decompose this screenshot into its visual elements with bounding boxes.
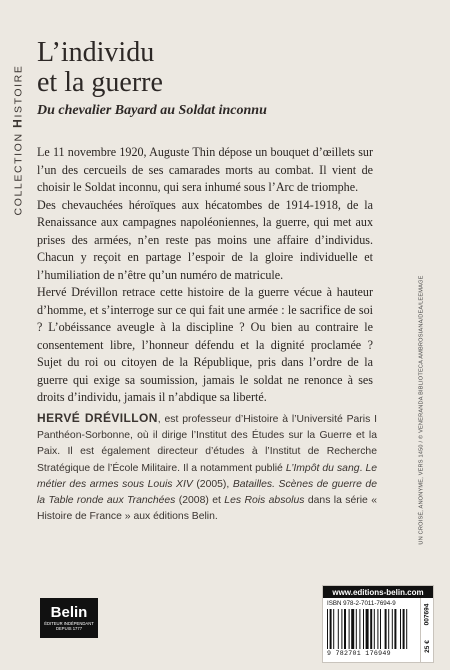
cover-credit — [412, 240, 432, 580]
collection-prefix: COLLECTION — [12, 132, 24, 216]
isbn-number: ISBN 978-2-7011-7694-9 — [327, 600, 396, 607]
book-subtitle: Du chevalier Bayard au Soldat inconnu — [37, 103, 267, 118]
barcode-icon — [327, 609, 413, 649]
publisher-website: www.editions-belin.com — [323, 586, 433, 598]
author-bio-text: . — [359, 462, 366, 474]
author-bio-text: (2005), — [192, 478, 233, 490]
author-bio-text: (2008) et — [175, 495, 225, 507]
publisher-logo — [40, 598, 98, 638]
book-title — [37, 38, 163, 98]
book-reference: Batailles. Scènes de guerre de la Table ronde aux Tranchées — [37, 478, 377, 507]
book-reference: L’Impôt du sang — [285, 462, 360, 474]
cover-credit-text: UN CROISÉ, ANONYME, VERS 1450 / © VENERANDA BIBLIOTECA AMBROSIANA/DEA/LEEMAGE — [419, 275, 426, 545]
book-reference: Le métier des armes sous Louis XIV — [37, 462, 377, 490]
publisher-tagline: ÉDITEUR INDÉPENDANT — [44, 621, 94, 626]
price: 25 € — [423, 639, 431, 653]
blurb — [37, 144, 373, 407]
barcode-panel — [322, 585, 434, 663]
author-name: HERVÉ DRÉVILLON — [37, 411, 158, 425]
author-bio-text: , est professeur d’Histoire à l’Université Paris I Panthéon-Sorbonne, où il dirige l’Institut des Études sur la Guerre et la Paix. Il est également directeur d’études à l’Institut de Recherche Stratégique de l’École Militaire. Il a notamment publié — [37, 414, 377, 474]
blurb-paragraph: Des chevauchées héroïques aux hécatombes de 1914-1918, de la Renaissance aux campagnes napoléoniennes, la guerre, qui met aux prises des armées, n’en reste pas moins une affaire d’individus. Chacun y reçoit en partage l’espoir de la gloire individuelle et l’humiliation de n’être qu’un numéro de matricule. — [37, 197, 373, 282]
side-codes — [420, 598, 433, 662]
title-line-1: L’individu — [37, 37, 155, 68]
ean-number: 9 782701 176949 — [327, 650, 391, 657]
blurb-paragraph: Le 11 novembre 1920, Auguste Thin dépose un bouquet d’œillets sur l’un des cercueils de ses camarades morts au combat. Il vient de choisir le Soldat inconnu, qui sera inhumé sous l’Arc de triomphe. — [37, 145, 373, 194]
blurb-paragraph: Hervé Drévillon retrace cette histoire de la guerre vécue à hauteur d’homme, et s’interroge sur ce qui fait une armée : le sacrifice de soi ? L’obéissance aveugle à la discipline ? Ou bien au contraire le consentement libre, l’honneur défendu et la dignité proclamée ? Sujet du roi ou citoyen de la République, pris dans l’ordre de la guerre qui exige sa soumission, jamais le soldat ne renonce à ses droits d’individu, jamais il n’abdique sa liberté. — [37, 285, 373, 404]
title-line-2: et la guerre — [37, 67, 163, 98]
publisher-since: DEPUIS 1777 — [55, 626, 83, 631]
book-reference: Les Rois absolus — [224, 495, 305, 507]
collection-suffix: ISTOIRE — [12, 64, 24, 118]
author-bio — [37, 410, 377, 525]
collection-letter: H — [10, 117, 24, 128]
publisher-name: Belin — [50, 604, 88, 621]
collection-label — [5, 60, 29, 220]
product-code: 007694 — [423, 603, 431, 625]
author-bio-text: dans la série « Histoire de France » aux éditions Belin. — [37, 495, 377, 523]
